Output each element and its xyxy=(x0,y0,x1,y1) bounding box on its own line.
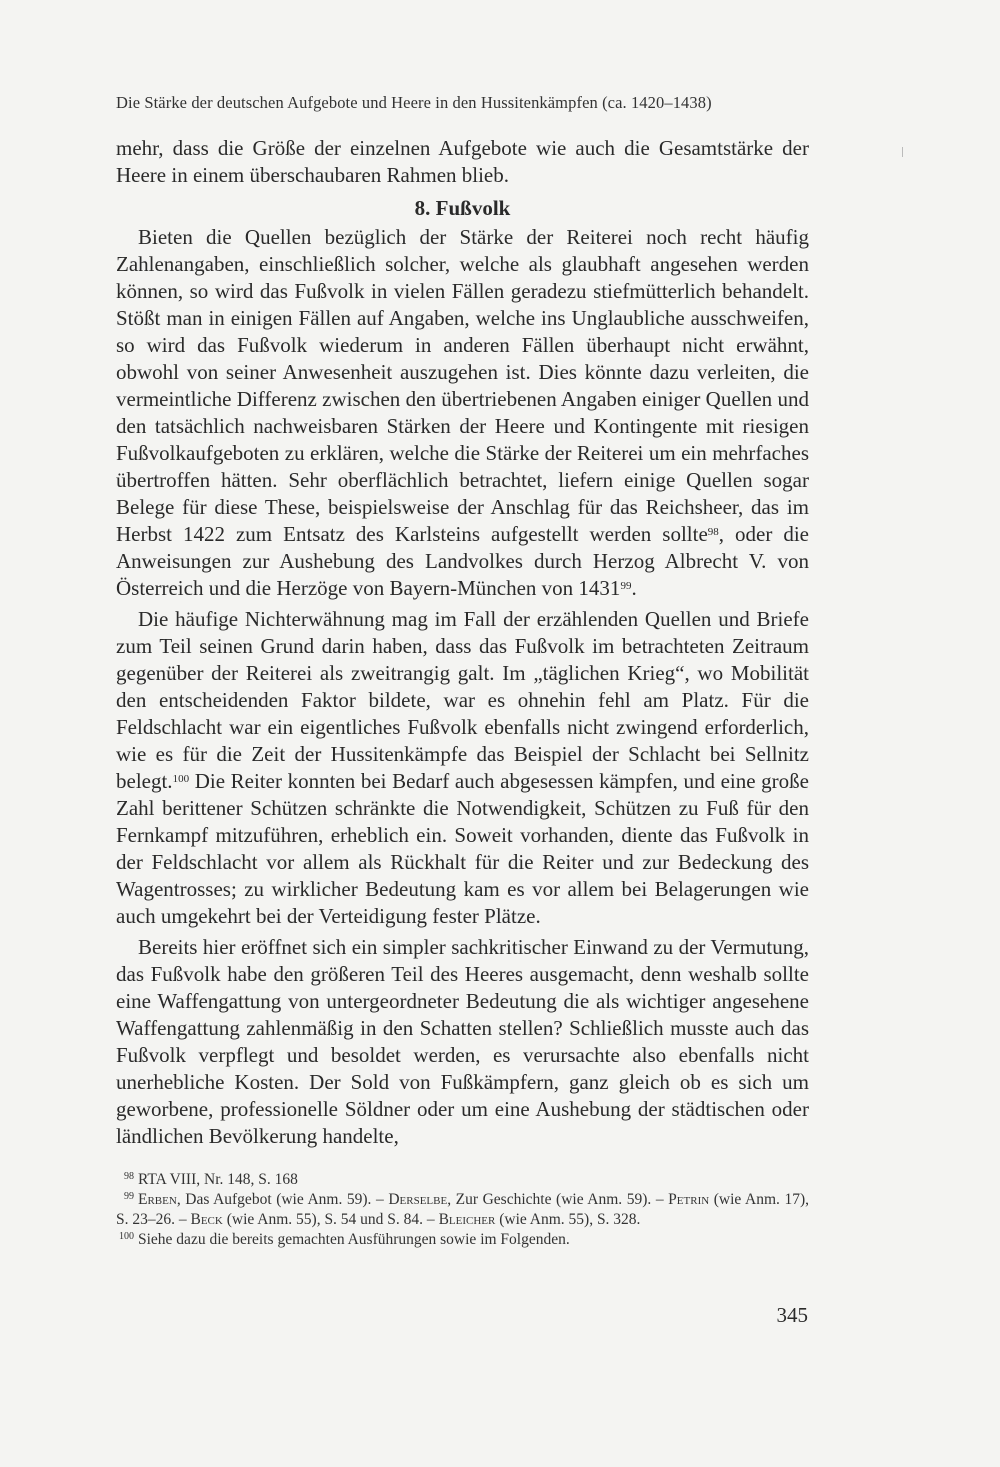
paragraph-1 xyxy=(116,224,809,602)
footnotes xyxy=(116,1170,809,1250)
paragraph-2-text-b: Die Reiter konnten bei Bedarf auch abgesessen kämpfen, und eine große Zahl berittener Schützen schränkte die Notwendigkeit, Schützen zu Fuß für den Fernkampf mitzuführen, erheblich ein. Soweit vorhanden, diente das Fußvolk in der Feldschlacht vor allem als Rückhalt für die Reiter und zur Bedeckung des Wagentrosses; zu wirklicher Bedeutung kam es vor allem bei Belagerungen wie auch umgekehrt bei der Verteidigung fester Plätze. xyxy=(116,769,809,928)
author-bleicher: Bleicher xyxy=(438,1211,496,1228)
footnote-text: Siehe dazu die bereits gemachten Ausführungen sowie im Folgenden. xyxy=(138,1231,570,1248)
footnote-100: 100 Siehe dazu die bereits gemachten Ausführungen sowie im Folgenden. xyxy=(119,1231,570,1248)
page-number: 345 xyxy=(776,1303,808,1327)
author-derselbe: Derselbe xyxy=(388,1191,448,1208)
section-heading: 8. Fußvolk xyxy=(414,196,511,220)
footnote-ref-99[interactable]: 99 xyxy=(620,580,632,592)
footnote-text: , Zur Geschichte (wie Anm. 59). – xyxy=(447,1191,669,1208)
paragraph-1-text-b: , oder die Anweisungen zur Aushebung des Landvolkes durch Herzog Albrecht V. von Österreich und die Herzöge von Bayern-München von 1431 xyxy=(116,522,809,600)
author-erben: Erben xyxy=(138,1191,177,1208)
paragraph-3: Bereits hier eröffnet sich ein simpler sachkritischer Einwand zu der Vermutung, das Fußvolk habe den größeren Teil des Heeres ausgemacht, denn weshalb sollte eine Waffengattung von untergeordneter Bedeutung die als wichtiger angesehene Waffengattung zahlenmäßig in den Schatten stellen? Schließlich musste auch das Fußvolk verpflegt und besoldet werden, es verursachte also ebenfalls nicht unerhebliche Kosten. Der Sold von Fußkämpfern, ganz gleich ob es sich um geworbene, professionelle Söldner oder um eine Aushebung der städtischen oder ländlichen Bevölkerung handelte, xyxy=(116,935,809,1148)
paragraph-1-text-a: Bieten die Quellen bezüglich der Stärke der Reiterei noch recht häufig Zahlenangaben, einschließlich solcher, welche als glaubhaft angesehen werden können, so wird das Fußvolk in vielen Fällen geradezu stiefmütterlich behandelt. Stößt man in einigen Fällen auf Angaben, welche ins Unglaubliche ausschweifen, so wird das Fußvolk wiederum in anderen Fällen überhaupt nicht erwähnt, obwohl von seiner Anwesenheit auszugehen ist. Dies könnte dazu verleiten, die vermeintliche Differenz zwischen den übertriebenen Angaben einiger Quellen und den tatsächlich nachweisbaren Stärken der Heere und Kontingente mit riesigen Fußvolkaufgeboten zu erklären, welche die Stärke der Reiterei um ein mehrfaches übertroffen hätten. Sehr oberflächlich betrachtet, liefern einige Quellen sogar Belege für diese These, beispielsweise der Anschlag für das Reichsheer, das im Herbst 1422 zum Entsatz des Karlsteins aufgestellt werden sollte xyxy=(116,225,809,546)
paragraph-2 xyxy=(116,606,809,930)
footnote-text: (wie Anm. 55), S. 54 und S. 84. – xyxy=(222,1211,439,1228)
author-petrin: Petrin xyxy=(668,1191,710,1208)
running-head: Die Stärke der deutschen Aufgebote und Heere in den Hussitenkämpfen (ca. 1420–1438) xyxy=(116,93,712,112)
intro-paragraph: mehr, dass die Größe der einzelnen Aufgebote wie auch die Gesamtstärke der Heere in einem überschaubaren Rahmen blieb. xyxy=(116,136,809,187)
footnote-98: 98 RTA VIII, Nr. 148, S. 168 xyxy=(124,1171,298,1188)
body-text xyxy=(116,135,809,1150)
footnote-ref-98[interactable]: 98 xyxy=(707,526,719,538)
author-beck: Beck xyxy=(190,1211,223,1228)
footnote-text: RTA VIII, Nr. 148, S. 168 xyxy=(138,1171,298,1188)
paragraph-2-text-a: Die häufige Nichterwähnung mag im Fall der erzählenden Quellen und Briefe zum Teil seinen Grund darin haben, dass das Fußvolk im betrachteten Zeitraum gegenüber der Reiterei als zweitrangig galt. Im „täglichen Krieg“, wo Mobilität den entscheidenden Faktor bildete, war es ohnehin fehl am Platz. Für die Feldschlacht war ein eigentliches Fußvolk ebenfalls nicht zwingend erforderlich, wie es für die Zeit der Hussitenkämpfe das Beispiel der Schlacht bei Sellnitz belegt. xyxy=(116,607,809,793)
footnote-text: , Das Aufgebot (wie Anm. 59). – xyxy=(176,1191,389,1208)
paragraph-1-text-c: . xyxy=(631,576,637,600)
footnote-99: 99 Erben, Das Aufgebot (wie Anm. 59). – Derselbe, Zur Geschichte (wie Anm. 59). – Petrin (wie Anm. 17), S. 23–26. – Beck (wie Anm. 55), S. 54 und S. 84. – Bleicher (wie Anm. 55), S. 328. xyxy=(116,1191,809,1228)
footnote-ref-100[interactable]: 100 xyxy=(172,773,190,785)
footnote-text: (wie Anm. 55), S. 328. xyxy=(495,1211,641,1228)
scan-mark xyxy=(902,147,903,157)
footnote-text: (wie Anm. 17), S. 23–26. – xyxy=(116,1191,809,1228)
